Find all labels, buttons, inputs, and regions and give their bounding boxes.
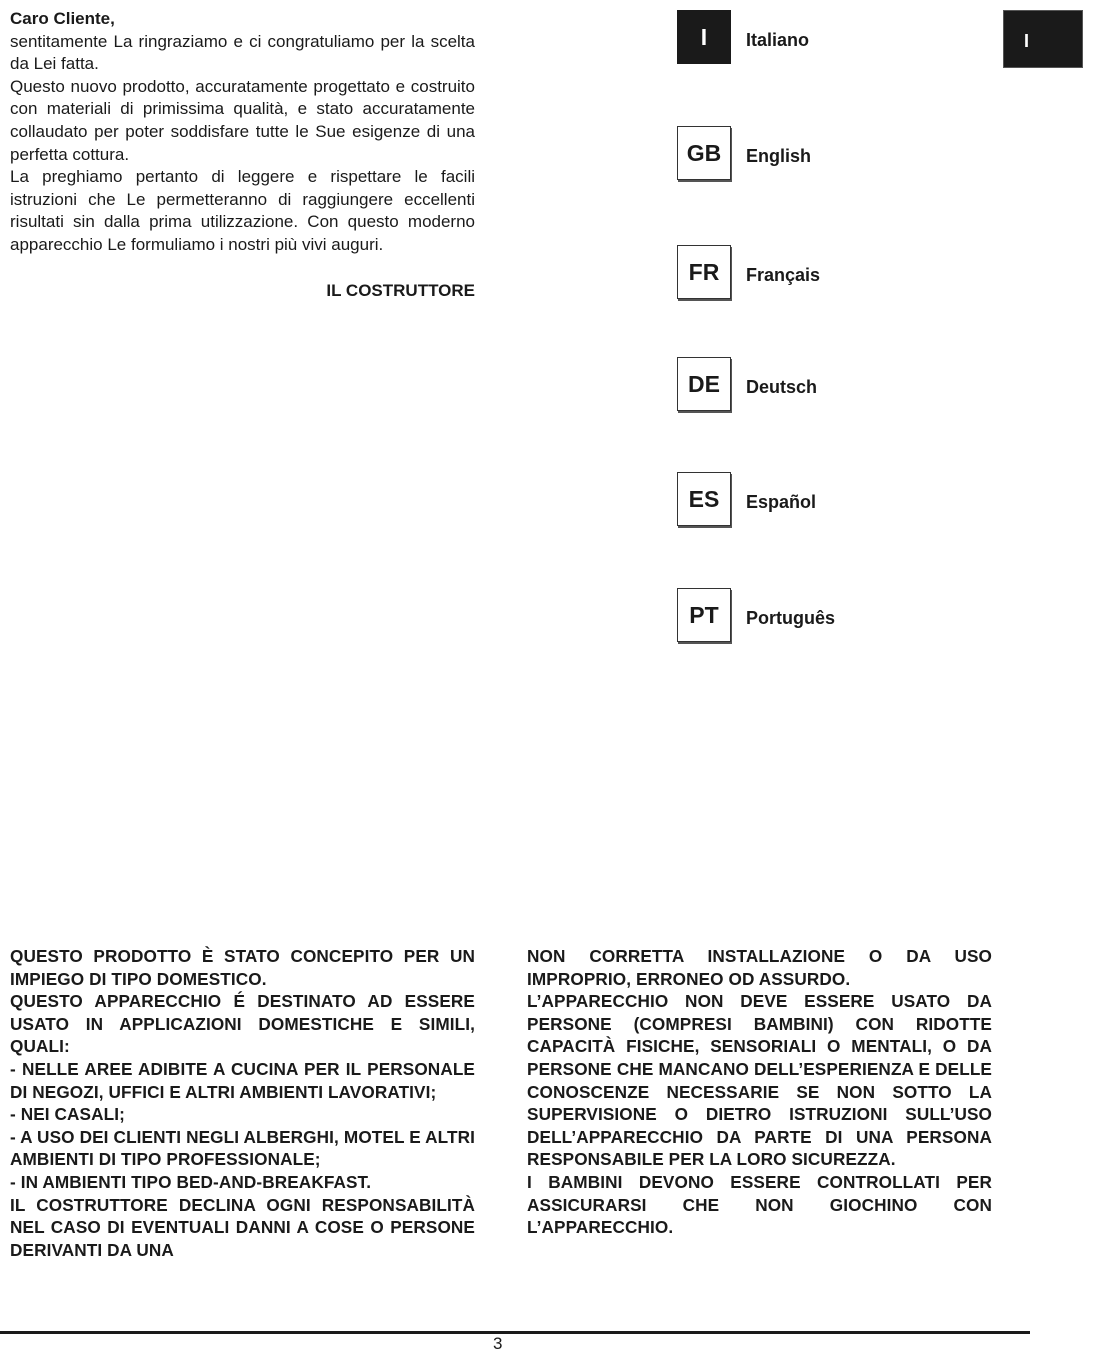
language-name: English [746, 146, 812, 166]
language-name: Deutsch [746, 377, 818, 397]
language-item-english[interactable] [677, 126, 977, 183]
language-name: Italiano [746, 30, 810, 50]
notice-column-left [10, 945, 475, 1261]
language-item-francais[interactable] [677, 245, 977, 302]
language-name: Português [746, 608, 836, 628]
notice-paragraph: - NEI CASALI; [10, 1104, 125, 1125]
language-item-portugues[interactable] [677, 588, 977, 645]
language-code-badge: FR [677, 245, 731, 299]
language-code-badge: GB [677, 126, 731, 180]
language-item-espanol[interactable] [677, 472, 977, 529]
intro-letter [10, 8, 475, 257]
notice-paragraph: - IN AMBIENTI TIPO BED-AND-BREAKFAST. [10, 1171, 372, 1192]
notice-paragraph: QUESTO APPARECCHIO É DESTINATO AD ESSERE USATO IN APPLICAZIONI DOMESTICHE E SIMILI, QUALI: [10, 991, 475, 1057]
notice-paragraph: I BAMBINI DEVONO ESSERE CONTROLLATI PER ASSICURARSI CHE NON GIOCHINO CON L’APPARECCHIO. [527, 1171, 992, 1238]
notice-paragraph: L’APPARECCHIO NON DEVE ESSERE USATO DA PERSONE (COMPRESI BAMBINI) CON RIDOTTE CAPACITÀ FISICHE, SENSORIALI O MENTALI, O DA PERSONE CHE MANCANO DELL’ESPERIENZA E DELLE CONOSCENZE NECESSARIE SE NON SOTTO LA SUPERVISIONE O DIETRO ISTRUZIONI SULL’USO DELL’APPARECCHIO DA PARTE DI UNA PERSONA RESPONSABILE PER LA LORO SICUREZZA. [527, 991, 992, 1170]
footer-rule [0, 1331, 1030, 1334]
notice-paragraph: - NELLE AREE ADIBITE A CUCINA PER IL PERSONALE DI NEGOZI, UFFICI E ALTRI AMBIENTI LAVORATIVI; [10, 1058, 475, 1102]
language-item-italiano[interactable] [677, 10, 977, 67]
intro-paragraph: Questo nuovo prodotto, accuratamente progettato e costruito con materiali di primissima qualità, e stato accuratamente collaudato per poter soddisfare tutte le Sue esigenze di una perfetta cottura. [10, 76, 475, 164]
intro-paragraph: La preghiamo pertanto di leggere e rispettare le facili istruzioni che Le permetteranno di raggiungere eccellenti risultati sin dalla prima utilizzazione. Con questo moderno apparecchio Le formuliamo i nostri più vivi auguri. [10, 167, 475, 254]
language-code-badge: PT [677, 588, 731, 642]
notice-paragraph: NON CORRETTA INSTALLAZIONE O DA USO IMPROPRIO, ERRONEO OD ASSURDO. [527, 946, 992, 989]
side-tab-marker: I [1003, 10, 1083, 68]
language-name: Español [746, 492, 817, 512]
signature: IL COSTRUTTORE [326, 281, 475, 300]
intro-paragraph: sentitamente La ringraziamo e ci congratuliamo per la scelta da Lei fatta. [10, 31, 475, 74]
language-code-badge: I [677, 10, 731, 64]
page-number: 3 [493, 1334, 503, 1353]
language-code-badge: ES [677, 472, 731, 526]
language-name: Français [746, 265, 821, 285]
greeting: Caro Cliente, [10, 9, 115, 28]
notice-column-right [527, 945, 992, 1239]
language-code-badge: DE [677, 357, 731, 411]
notice-paragraph: - A USO DEI CLIENTI NEGLI ALBERGHI, MOTEL E ALTRI AMBIENTI DI TIPO PROFESSIONALE; [10, 1126, 475, 1170]
notice-paragraph: QUESTO PRODOTTO È STATO CONCEPITO PER UN IMPIEGO DI TIPO DOMESTICO. [10, 946, 475, 989]
notice-paragraph: IL COSTRUTTORE DECLINA OGNI RESPONSABILITÀ NEL CASO DI EVENTUALI DANNI A COSE O PERSONE DERIVANTI DA UNA [10, 1194, 475, 1260]
language-item-deutsch[interactable] [677, 357, 977, 414]
